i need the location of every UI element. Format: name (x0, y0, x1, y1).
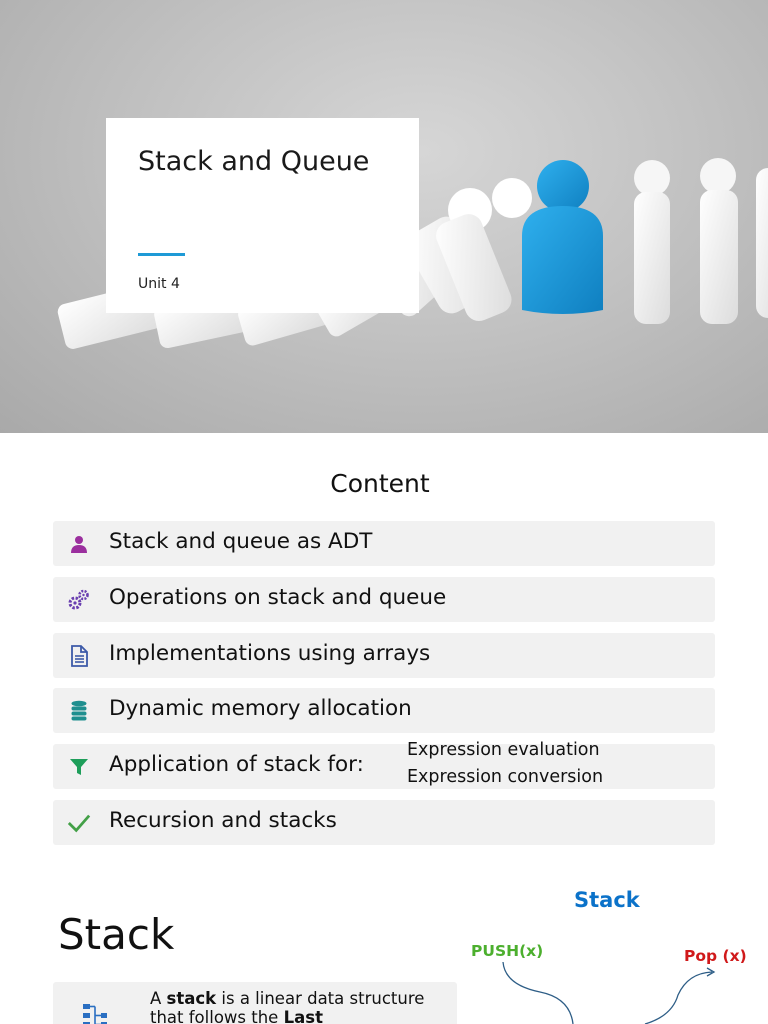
definition-text-part: A (150, 989, 167, 1008)
list-item (53, 521, 715, 566)
pop-arrow (645, 972, 712, 1024)
filter-icon (67, 755, 91, 779)
content-list (53, 521, 715, 856)
definition-term: stack (166, 989, 217, 1008)
stack-definition-text (150, 989, 450, 1024)
hierarchy-icon (79, 1002, 115, 1024)
stack-diagram-heading: Stack (574, 888, 640, 912)
database-icon (67, 699, 91, 723)
pop-label: Pop (x) (684, 947, 747, 965)
list-item-label: Recursion and stacks (109, 807, 337, 833)
list-item-label: Dynamic memory allocation (109, 696, 412, 722)
accent-bar (138, 253, 185, 256)
slide-subtitle: Unit 4 (138, 276, 180, 292)
slide-title: Stack and Queue (138, 146, 370, 177)
person-icon (67, 532, 91, 556)
list-item-label: Implementations using arrays (109, 640, 431, 666)
list-item-label: Application of stack for: (109, 752, 364, 778)
document-icon (67, 644, 91, 668)
title-slide (0, 0, 768, 433)
list-item (53, 633, 715, 678)
list-item (53, 577, 715, 622)
list-item-subitem: Expression evaluation (407, 740, 600, 761)
list-item (53, 688, 715, 733)
definition-term: Last (283, 1008, 323, 1024)
push-label: PUSH(x) (471, 942, 544, 960)
list-item-label: Operations on stack and queue (109, 584, 447, 610)
list-item-label: Stack and queue as ADT (109, 529, 373, 554)
standing-figures (634, 158, 768, 324)
checkmark-icon (67, 811, 91, 835)
definition-text-part: is a linear data structure that follows the (150, 989, 425, 1024)
list-item (53, 740, 715, 789)
title-card (106, 118, 419, 313)
stack-title: Stack (58, 910, 175, 959)
list-item-subitem: Expression conversion (407, 767, 604, 788)
content-title: Content (330, 469, 430, 498)
list-item (53, 800, 715, 845)
push-arrow (503, 962, 573, 1024)
blue-figure (522, 160, 603, 314)
gears-icon (67, 588, 91, 612)
stack-definition-box (53, 982, 457, 1024)
